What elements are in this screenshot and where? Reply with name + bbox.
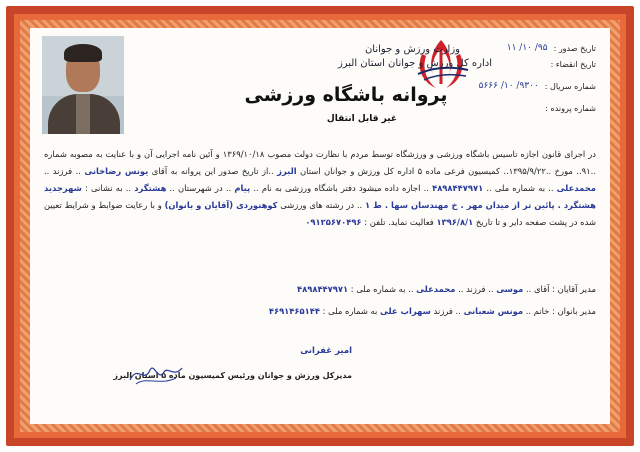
certificate-subtitle: غیر قابل انتقال xyxy=(326,114,398,124)
men-manager-name: موسی xyxy=(496,284,524,294)
phone-number: ۰۹۱۲۵۶۷۰۴۹۶ xyxy=(305,217,362,227)
city-name: هشتگرد xyxy=(134,183,167,193)
body-text-5: .. اجازه داده میشود دفتر باشگاه ورزشی به نام .. xyxy=(253,183,429,193)
serial-value: ۹۳۰۰/ ۱۰/ ۵۶۶۶ xyxy=(478,81,539,91)
women-national-id: ۴۶۹۱۴۶۵۱۴۴ xyxy=(268,306,320,316)
club-name: پیام xyxy=(234,183,251,193)
body-text-7: .. به نشانی : xyxy=(85,183,132,193)
end-date: ۱۳۹۶/۸/۱ xyxy=(436,217,474,227)
club-address: شهرجدید هشتگرد . پائین تر از میدان مهر . خ مهندسان سها . ط ۱ xyxy=(44,183,596,210)
license-body xyxy=(44,146,596,231)
men-manager-row xyxy=(44,278,596,300)
signatory-name: امیر غفرانی xyxy=(300,346,352,356)
women-manager-row xyxy=(44,300,596,322)
ministry-name: وزارت ورزش و جوانان xyxy=(364,44,460,55)
women-manager-label: مدیر بانوان : خانم .. xyxy=(525,306,596,316)
issue-date-value: ۹۵/ ۱۰/ ۱۱ xyxy=(506,43,548,53)
women-id-label: به شماره ملی : xyxy=(322,306,378,316)
signatory-title: مدیرکل ورزش و جوانان ورئیس کمیسیون ماده ۵ استان البرز xyxy=(113,371,352,380)
national-id: ۴۸۹۸۴۴۷۹۷۱ xyxy=(432,183,484,193)
body-text-2: ..از تاریخ صدور این پروانه به آقای xyxy=(151,166,274,176)
person-name: یونس رضاخانی xyxy=(84,166,149,176)
file-number-label: شماره پرونده : xyxy=(545,103,596,113)
women-father-label: .. فرزند xyxy=(433,306,461,316)
province-name: البرز xyxy=(277,166,297,176)
body-text-4: .. به شماره ملی .. xyxy=(486,183,554,193)
body-text-8: .. در رشته های ورزشی xyxy=(280,200,363,210)
men-father-name: محمدعلی xyxy=(416,284,456,294)
holder-photo xyxy=(42,36,124,134)
men-manager-label: مدیر آقایان : آقای .. xyxy=(526,284,596,294)
body-text-1: در اجرای قانون اجازه تاسیس باشگاه ورزشی و ورزشگاه توسط مردم با نظارت دولت مصوب ۱۳۶۹/۱۰/۱۸ و آئین نامه اجرایی آن و با عنایت به مصوبه شماره ..۹۱.. مورخ ..۱۳۹۵/۹/۲۲.. کمیسیون فرعی ماده ۵ اداره کل ورزش و جوانان استان xyxy=(44,149,596,176)
body-text-3: .. فرزند .. xyxy=(44,166,81,176)
women-manager-name: مونس شعبانی xyxy=(463,306,524,316)
certificate-title: پروانه باشگاه ورزشی xyxy=(244,84,448,106)
body-text-10: فعالیت نماید. تلفن : xyxy=(364,217,434,227)
issue-date-label: تاریخ صدور : xyxy=(553,43,596,53)
men-national-id: ۴۸۹۸۴۴۷۹۷۱ xyxy=(297,284,349,294)
expiry-date-label: تاریخ انقضاء : xyxy=(550,59,596,69)
department-name: اداره کل ورزش و جوانان استان البرز xyxy=(337,58,492,69)
signature-scribble-icon xyxy=(126,358,186,388)
women-father-name: سهراب علی xyxy=(380,306,431,316)
certificate-meta xyxy=(446,40,596,116)
certificate-paper xyxy=(30,28,610,424)
signature-block xyxy=(72,346,352,382)
father-name: محمدعلی xyxy=(556,183,596,193)
managers-section xyxy=(44,278,596,322)
men-father-label: .. فرزند .. xyxy=(458,284,494,294)
serial-label: شماره سریال : xyxy=(544,81,596,91)
men-id-label: .. به شماره ملی : xyxy=(350,284,414,294)
sports-fields: کوهنوردی (آقایان و بانوان) xyxy=(164,200,278,210)
body-text-9: و با رعایت ضوابط و شرایط تعیین شده در پشت صفحه دایر و تا تاریخ xyxy=(44,200,596,227)
body-text-6: .. در شهرستان .. xyxy=(169,183,232,193)
